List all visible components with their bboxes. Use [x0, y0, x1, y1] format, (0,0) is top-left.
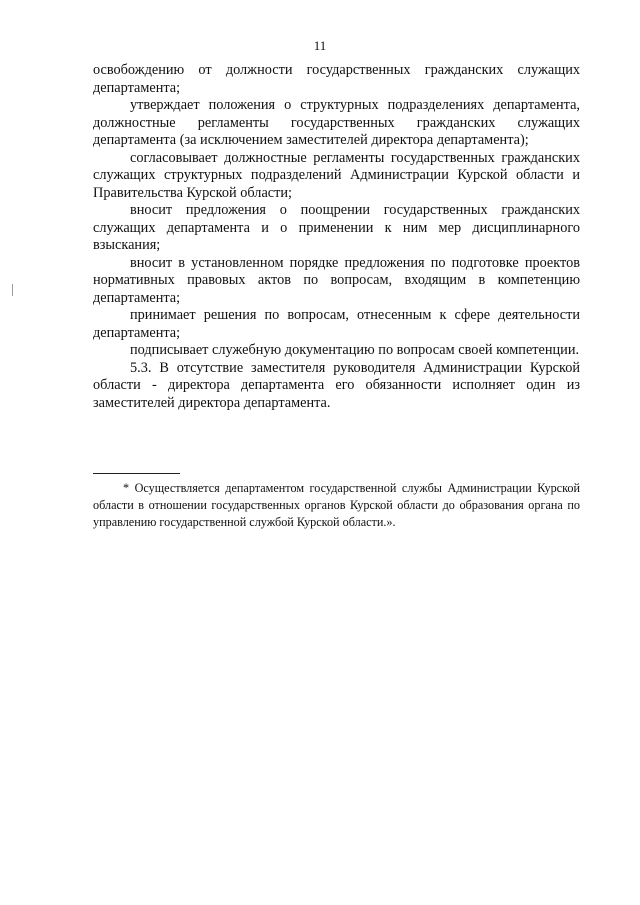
- paragraph-draft-acts-proposals: вносит в установленном порядке предложения по подготовке проектов нормативных правовых актов по вопросам, входящим в компетенцию департамента;: [93, 254, 580, 306]
- document-body: [93, 62, 580, 412]
- paragraph-section-5-3: 5.3. В отсутствие заместителя руководителя Администрации Курской области - директора департамента его обязанности исполняет один из заместителей директора департамента.: [93, 359, 580, 411]
- paragraph-agrees-regulations: согласовывает должностные регламенты государственных гражданских служащих структурных подразделений Администрации Курской области и Правительства Курской области;: [93, 149, 580, 201]
- paragraph-incentives-proposals: вносит предложения о поощрении государственных гражданских служащих департамента и о применении к ним мер дисциплинарного взыскания;: [93, 202, 580, 253]
- footnote-divider: [93, 473, 180, 474]
- scan-mark: [12, 284, 13, 296]
- paragraph-makes-decisions: принимает решения по вопросам, отнесенным к сфере деятельности департамента;: [93, 307, 580, 341]
- page-number: 11: [313, 38, 327, 53]
- footnote-text: * Осуществляется департаментом государственной службы Администрации Курской области в отношении государственных органов Курской области до образования органа по управлению государственной службой Курской области.».: [93, 481, 580, 529]
- paragraph-approves-regulations: утверждает положения о структурных подразделениях департамента, должностные регламенты государственных гражданских служащих департамента (за исключением заместителей директора департамента);: [93, 97, 580, 148]
- paragraph-dismissal: освобождению от должности государственных гражданских служащих департамента;: [93, 62, 580, 96]
- paragraph-signs-documents: подписывает служебную документацию по вопросам своей компетенции.: [130, 342, 580, 358]
